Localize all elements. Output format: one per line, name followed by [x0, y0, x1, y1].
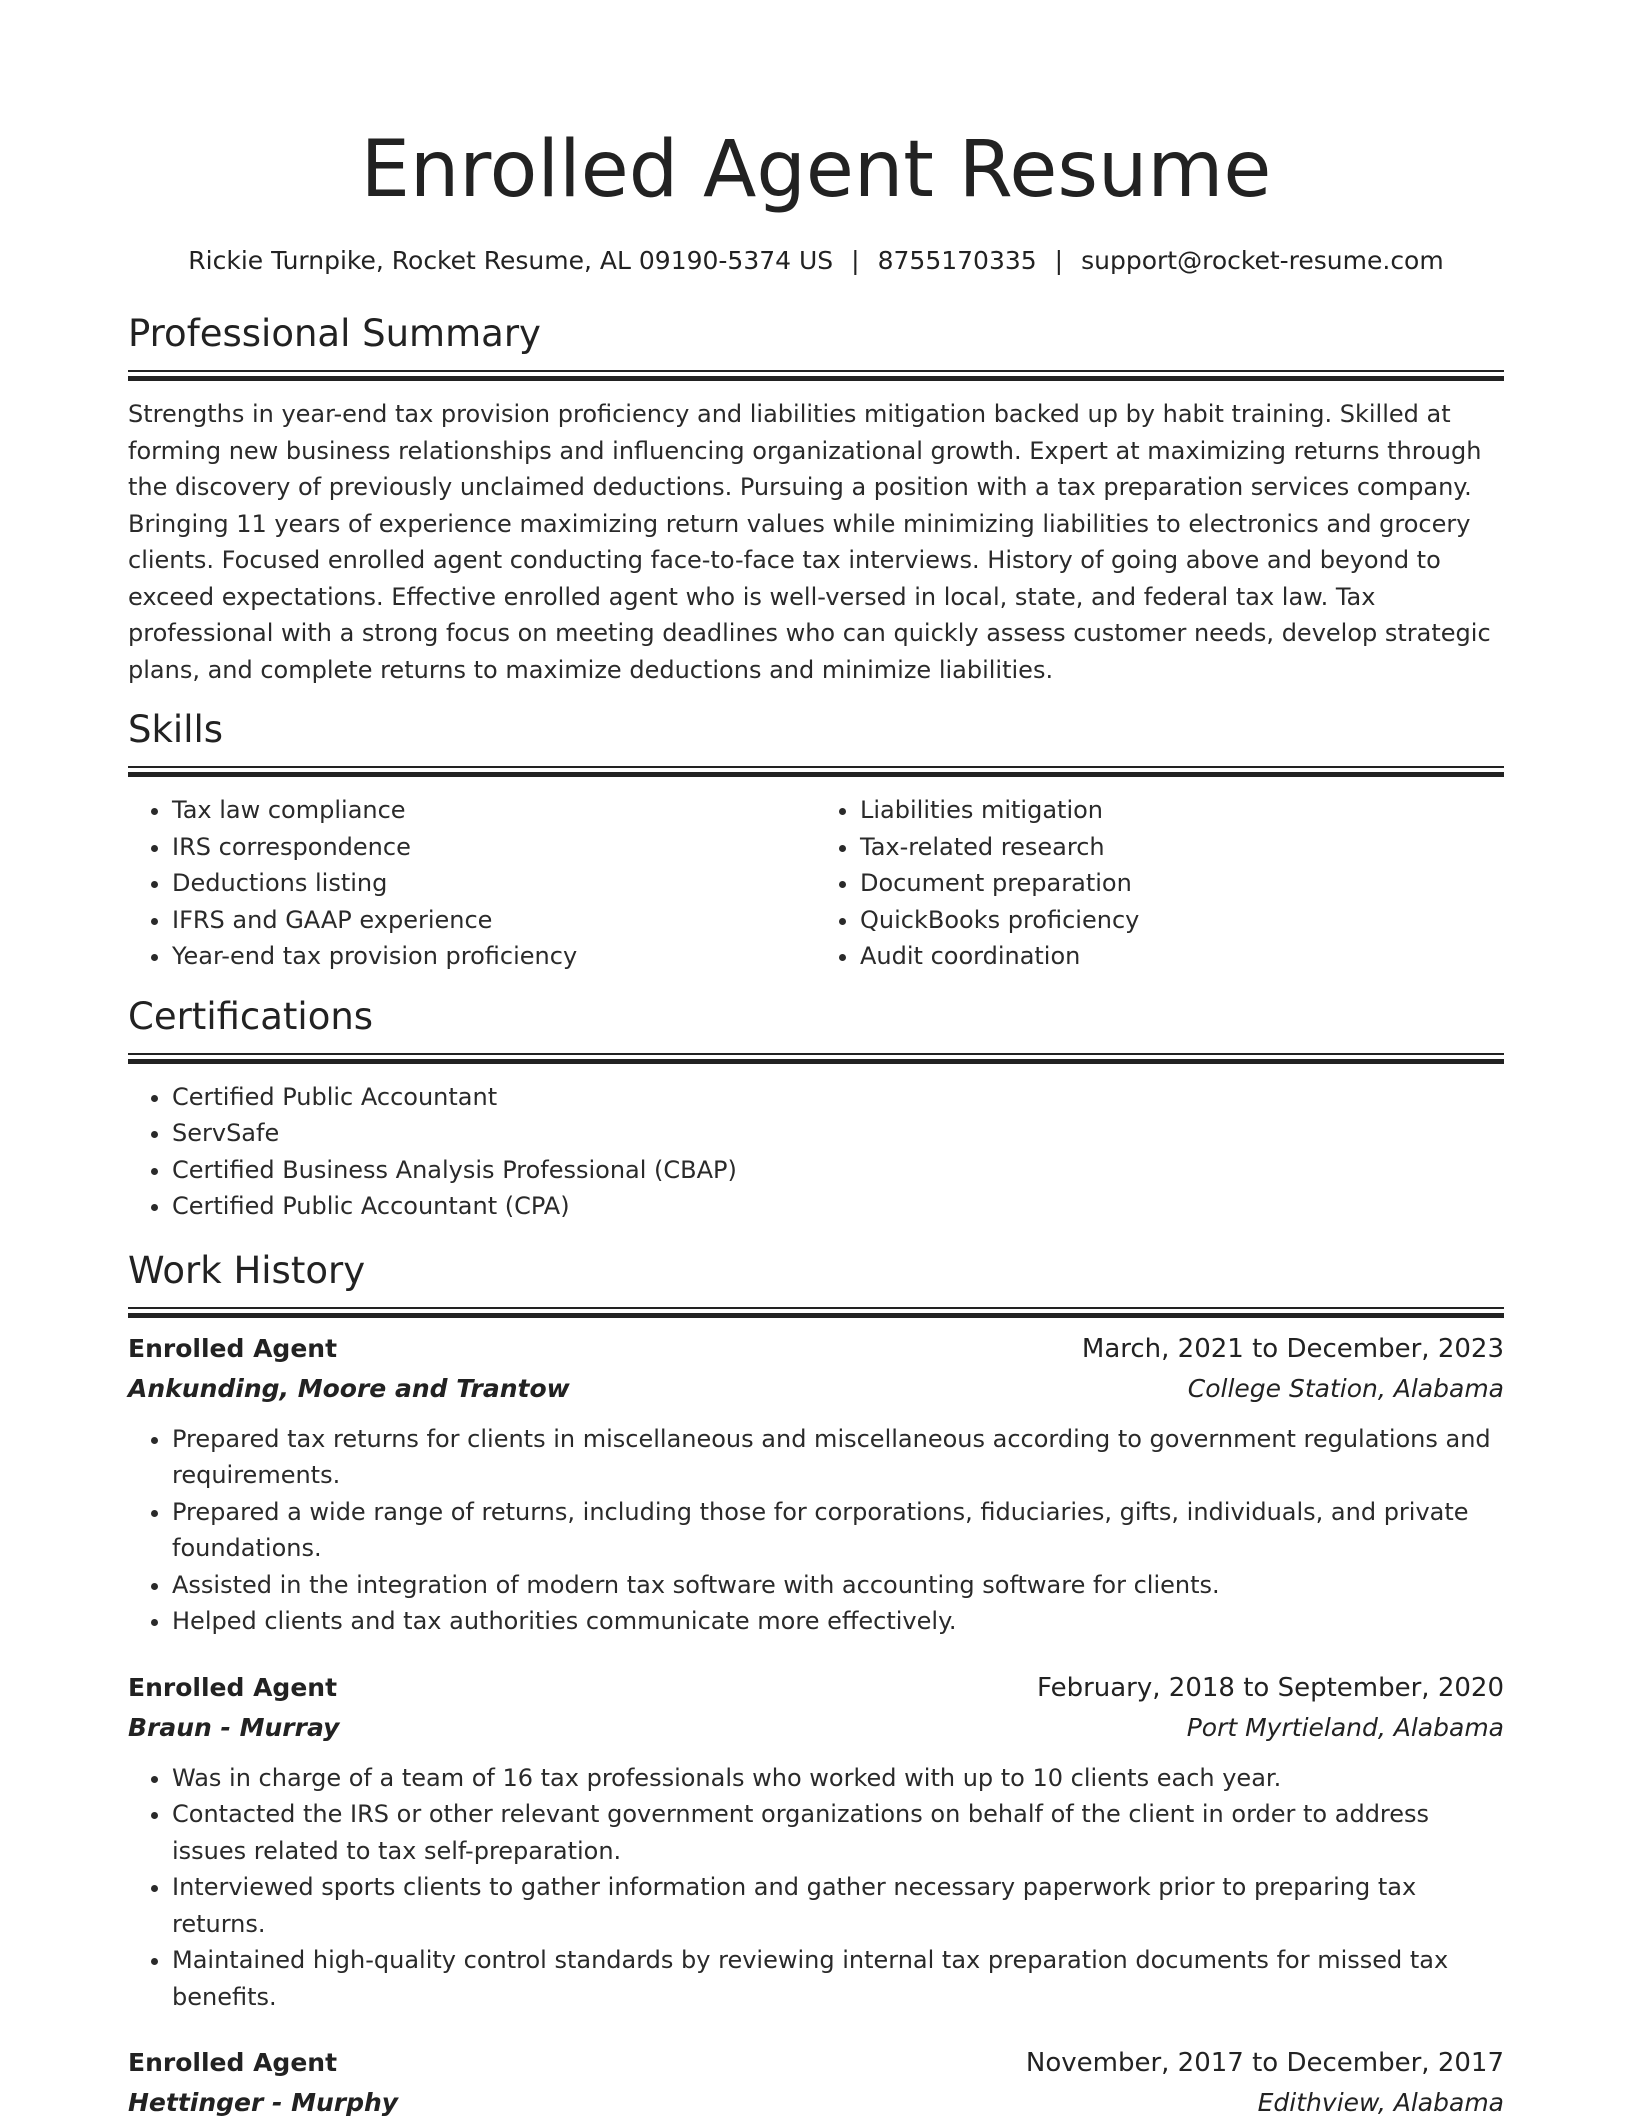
job-company: Ankunding, Moore and Trantow — [128, 1369, 570, 1409]
skill-item: • Year-end tax provision proficiency — [172, 938, 816, 975]
job-bullet: • Interviewed sports clients to gather information and gather necessary paperwork prior to preparing tax returns. — [172, 1869, 1504, 1942]
contact-separator: | — [833, 246, 877, 275]
job-dates: February, 2018 to September, 2020 — [1037, 1668, 1504, 1708]
skills-list-left — [128, 792, 816, 975]
job-entry — [128, 2043, 1504, 2123]
contact-address: Rickie Turnpike, Rocket Resume, AL 09190-5374 US — [188, 246, 833, 275]
job-entry — [128, 1329, 1504, 1640]
job-bullets — [128, 1760, 1504, 2016]
job-employer-row — [128, 1708, 1504, 1748]
job-entry — [128, 1668, 1504, 2016]
job-header-row — [128, 1329, 1504, 1369]
page-title: Enrolled Agent Resume — [128, 118, 1504, 222]
job-bullets — [128, 1421, 1504, 1640]
job-company: Hettinger - Murphy — [128, 2083, 398, 2123]
job-location: College Station, Alabama — [1188, 1369, 1504, 1409]
section-divider — [128, 1053, 1504, 1065]
job-title: Enrolled Agent — [128, 1668, 337, 1708]
certifications-list — [128, 1079, 1504, 1225]
job-bullet: • Contacted the IRS or other relevant government organizations on behalf of the client in order to address issues related to tax self-preparation. — [172, 1796, 1504, 1869]
job-dates: November, 2017 to December, 2017 — [1026, 2043, 1504, 2083]
job-location: Edithview, Alabama — [1258, 2083, 1504, 2123]
skill-item: • Tax-related research — [860, 829, 1504, 866]
job-dates: March, 2021 to December, 2023 — [1082, 1329, 1504, 1369]
certification-item: • Certified Public Accountant (CPA) — [172, 1188, 1504, 1225]
work-history-section — [128, 1247, 1504, 2123]
skills-heading: Skills — [128, 706, 1504, 754]
certification-item: • ServSafe — [172, 1115, 1504, 1152]
job-employer-row — [128, 2083, 1504, 2123]
job-title: Enrolled Agent — [128, 1329, 337, 1369]
job-header-row — [128, 1668, 1504, 1708]
skills-list-right — [816, 792, 1504, 975]
job-bullet: • Prepared a wide range of returns, including those for corporations, fiduciaries, gifts, individuals, and private foundations. — [172, 1494, 1504, 1567]
summary-heading: Professional Summary — [128, 310, 1504, 358]
job-employer-row — [128, 1369, 1504, 1409]
job-company: Braun - Murray — [128, 1708, 339, 1748]
skill-item: • IRS correspondence — [172, 829, 816, 866]
certification-item: • Certified Public Accountant — [172, 1079, 1504, 1116]
skill-item: • IFRS and GAAP experience — [172, 902, 816, 939]
certification-item: • Certified Business Analysis Professional (CBAP) — [172, 1152, 1504, 1189]
summary-section — [128, 310, 1504, 688]
skill-item: • Tax law compliance — [172, 792, 816, 829]
summary-text: Strengths in year-end tax provision proficiency and liabilities mitigation backed up by habit training. Skilled at forming new business relationships and influencing organizational growth. Expert at maximizing returns through the discovery of previously unclaimed deductions. Pursuing a position with a tax preparation services company. Bringing 11 years of experience maximizing return values while minimizing liabilities to electronics and grocery clients. Focused enrolled agent conducting face-to-face tax interviews. History of going above and beyond to exceed expectations. Effective enrolled agent who is well-versed in local, state, and federal tax law. Tax professional with a strong focus on meeting deadlines who can quickly assess customer needs, develop strategic plans, and complete returns to maximize deductions and minimize liabilities. — [128, 396, 1504, 688]
skill-item: • QuickBooks proficiency — [860, 902, 1504, 939]
contact-separator: | — [1037, 246, 1081, 275]
section-divider — [128, 766, 1504, 778]
skills-section — [128, 706, 1504, 975]
certifications-heading: Certifications — [128, 993, 1504, 1041]
section-divider — [128, 370, 1504, 382]
job-title: Enrolled Agent — [128, 2043, 337, 2083]
job-header-row — [128, 2043, 1504, 2083]
skill-item: • Liabilities mitigation — [860, 792, 1504, 829]
job-bullet: • Prepared tax returns for clients in miscellaneous and miscellaneous according to government regulations and requirements. — [172, 1421, 1504, 1494]
work-history-heading: Work History — [128, 1247, 1504, 1295]
section-divider — [128, 1307, 1504, 1319]
skill-item: • Deductions listing — [172, 865, 816, 902]
certifications-section — [128, 993, 1504, 1225]
contact-phone: 8755170335 — [878, 246, 1037, 275]
contact-email: support@rocket-resume.com — [1081, 246, 1444, 275]
job-location: Port Myrtieland, Alabama — [1187, 1708, 1504, 1748]
skill-item: • Document preparation — [860, 865, 1504, 902]
job-bullet: • Helped clients and tax authorities communicate more effectively. — [172, 1603, 1504, 1640]
skill-item: • Audit coordination — [860, 938, 1504, 975]
job-bullet: • Maintained high-quality control standards by reviewing internal tax preparation documents for missed tax benefits. — [172, 1942, 1504, 2015]
job-bullet: • Assisted in the integration of modern tax software with accounting software for clients. — [172, 1567, 1504, 1604]
contact-line — [128, 244, 1504, 278]
job-bullet: • Was in charge of a team of 16 tax professionals who worked with up to 10 clients each year. — [172, 1760, 1504, 1797]
skills-grid — [128, 778, 1504, 975]
